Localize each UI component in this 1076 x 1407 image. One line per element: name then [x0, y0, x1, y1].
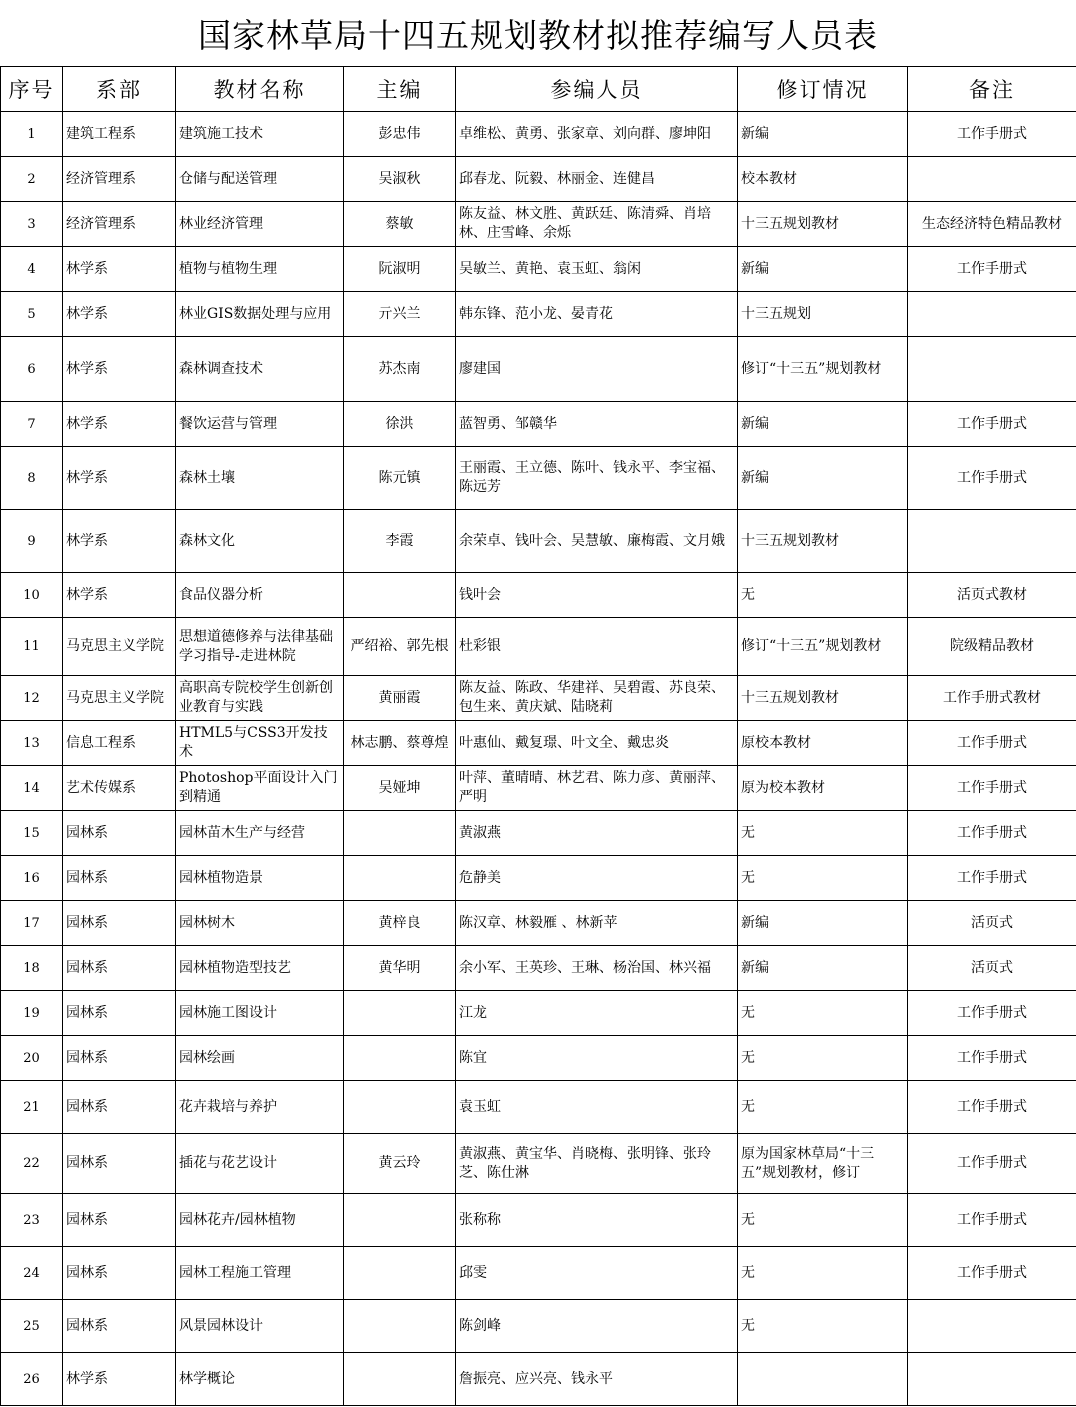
- chief-editor-cell: 李霞: [344, 510, 456, 573]
- remarks-cell: 工作手册式: [908, 991, 1076, 1036]
- revision-cell: 原为校本教材: [738, 766, 908, 811]
- remarks-cell: 工作手册式: [908, 811, 1076, 856]
- department-cell: 信息工程系: [63, 721, 176, 766]
- table-row: [1, 811, 1076, 856]
- department-cell: 园林系: [63, 1036, 176, 1081]
- row-index: 15: [1, 811, 63, 856]
- chief-editor-cell: 吴娅坤: [344, 766, 456, 811]
- department-cell: 林学系: [63, 337, 176, 402]
- table-row: [1, 1300, 1076, 1353]
- department-cell: 园林系: [63, 946, 176, 991]
- textbook-cell: 插花与花艺设计: [176, 1134, 344, 1194]
- table-row: [1, 721, 1076, 766]
- revision-cell: 十三五规划: [738, 292, 908, 337]
- chief-editor-cell: 黄梓良: [344, 901, 456, 946]
- revision-cell: 新编: [738, 112, 908, 157]
- table-row: [1, 1353, 1076, 1406]
- department-cell: 园林系: [63, 856, 176, 901]
- page-title: 国家林草局十四五规划教材拟推荐编写人员表: [198, 15, 878, 55]
- table-row: [1, 247, 1076, 292]
- textbook-cell: 园林工程施工管理: [176, 1247, 344, 1300]
- remarks-cell: 工作手册式: [908, 766, 1076, 811]
- chief-editor-cell: 徐洪: [344, 402, 456, 447]
- header-textbook: 教材名称: [176, 67, 344, 112]
- textbook-cell: 园林花卉/园林植物: [176, 1194, 344, 1247]
- remarks-cell: 工作手册式: [908, 721, 1076, 766]
- chief-editor-cell: 黄云玲: [344, 1134, 456, 1194]
- contributors-cell: 蓝智勇、邹赣华: [456, 402, 738, 447]
- table-row: [1, 1134, 1076, 1194]
- chief-editor-cell: 吴淑秋: [344, 157, 456, 202]
- contributors-cell: 陈宜: [456, 1036, 738, 1081]
- header-row: [1, 67, 1076, 112]
- contributors-cell: 詹振亮、应兴亮、钱永平: [456, 1353, 738, 1406]
- remarks-cell: [908, 510, 1076, 573]
- department-cell: 园林系: [63, 901, 176, 946]
- table-row: [1, 1194, 1076, 1247]
- chief-editor-cell: [344, 1036, 456, 1081]
- row-index: 8: [1, 447, 63, 510]
- row-index: 12: [1, 676, 63, 721]
- remarks-cell: 工作手册式: [908, 247, 1076, 292]
- textbook-cell: 园林苗木生产与经营: [176, 811, 344, 856]
- remarks-cell: 工作手册式: [908, 1081, 1076, 1134]
- department-cell: 林学系: [63, 402, 176, 447]
- textbook-cell: 林业经济管理: [176, 202, 344, 247]
- textbook-cell: 植物与植物生理: [176, 247, 344, 292]
- chief-editor-cell: 黄华明: [344, 946, 456, 991]
- textbook-cell: 思想道德修养与法律基础学习指导-走进林院: [176, 618, 344, 676]
- department-cell: 园林系: [63, 1134, 176, 1194]
- table-row: [1, 573, 1076, 618]
- chief-editor-cell: [344, 1194, 456, 1247]
- header-remarks: 备注: [908, 67, 1076, 112]
- row-index: 10: [1, 573, 63, 618]
- contributors-cell: 邱雯: [456, 1247, 738, 1300]
- textbook-cell: HTML5与CSS3开发技术: [176, 721, 344, 766]
- department-cell: 园林系: [63, 811, 176, 856]
- revision-cell: 无: [738, 856, 908, 901]
- revision-cell: 无: [738, 1247, 908, 1300]
- contributors-cell: 吴敏兰、黄艳、袁玉虹、翁闲: [456, 247, 738, 292]
- chief-editor-cell: [344, 1081, 456, 1134]
- row-index: 25: [1, 1300, 63, 1353]
- chief-editor-cell: [344, 1300, 456, 1353]
- table-row: [1, 112, 1076, 157]
- table-body: [1, 112, 1076, 1406]
- textbook-cell: 高职高专院校学生创新创业教育与实践: [176, 676, 344, 721]
- table-row: [1, 766, 1076, 811]
- department-cell: 园林系: [63, 1247, 176, 1300]
- row-index: 23: [1, 1194, 63, 1247]
- chief-editor-cell: [344, 1247, 456, 1300]
- table-row: [1, 292, 1076, 337]
- textbook-cell: 仓储与配送管理: [176, 157, 344, 202]
- remarks-cell: 活页式教材: [908, 573, 1076, 618]
- revision-cell: [738, 1353, 908, 1406]
- contributors-cell: 王丽霞、王立德、陈叶、钱永平、李宝福、陈远芳: [456, 447, 738, 510]
- contributors-cell: 江龙: [456, 991, 738, 1036]
- chief-editor-cell: 黄丽霞: [344, 676, 456, 721]
- remarks-cell: [908, 1353, 1076, 1406]
- remarks-cell: 活页式: [908, 946, 1076, 991]
- revision-cell: 十三五规划教材: [738, 510, 908, 573]
- revision-cell: 修订“十三五”规划教材: [738, 337, 908, 402]
- department-cell: 建筑工程系: [63, 112, 176, 157]
- department-cell: 园林系: [63, 1194, 176, 1247]
- remarks-cell: 工作手册式教材: [908, 676, 1076, 721]
- chief-editor-cell: 阮淑明: [344, 247, 456, 292]
- row-index: 2: [1, 157, 63, 202]
- textbook-cell: 林学概论: [176, 1353, 344, 1406]
- revision-cell: 无: [738, 1036, 908, 1081]
- revision-cell: 新编: [738, 447, 908, 510]
- table-row: [1, 856, 1076, 901]
- contributors-cell: 陈剑峰: [456, 1300, 738, 1353]
- remarks-cell: 工作手册式: [908, 402, 1076, 447]
- textbook-cell: 园林绘画: [176, 1036, 344, 1081]
- contributors-cell: 韩东锋、范小龙、晏青花: [456, 292, 738, 337]
- chief-editor-cell: 严绍裕、郭先根: [344, 618, 456, 676]
- contributors-cell: 叶萍、董晴晴、林艺君、陈力彦、黄丽萍、严明: [456, 766, 738, 811]
- contributors-cell: 袁玉虹: [456, 1081, 738, 1134]
- department-cell: 马克思主义学院: [63, 618, 176, 676]
- table-header: [1, 67, 1076, 112]
- contributors-cell: 陈汉章、林毅雁 、林新苹: [456, 901, 738, 946]
- row-index: 5: [1, 292, 63, 337]
- revision-cell: 十三五规划教材: [738, 676, 908, 721]
- revision-cell: 十三五规划教材: [738, 202, 908, 247]
- table-row: [1, 946, 1076, 991]
- remarks-cell: [908, 292, 1076, 337]
- row-index: 9: [1, 510, 63, 573]
- table-row: [1, 510, 1076, 573]
- remarks-cell: 工作手册式: [908, 1036, 1076, 1081]
- textbook-cell: 林业GIS数据处理与应用: [176, 292, 344, 337]
- textbook-cell: 园林植物造景: [176, 856, 344, 901]
- textbook-cell: 园林施工图设计: [176, 991, 344, 1036]
- contributors-cell: 邱春龙、阮毅、林丽金、连健昌: [456, 157, 738, 202]
- row-index: 4: [1, 247, 63, 292]
- revision-cell: 无: [738, 573, 908, 618]
- revision-cell: 无: [738, 1300, 908, 1353]
- remarks-cell: [908, 337, 1076, 402]
- contributors-cell: 黄淑燕、黄宝华、肖晓梅、张明锋、张玲芝、陈仕淋: [456, 1134, 738, 1194]
- remarks-cell: 工作手册式: [908, 856, 1076, 901]
- row-index: 1: [1, 112, 63, 157]
- table-row: [1, 676, 1076, 721]
- department-cell: 园林系: [63, 1300, 176, 1353]
- row-index: 17: [1, 901, 63, 946]
- contributors-cell: 危静美: [456, 856, 738, 901]
- header-index: 序号: [1, 67, 63, 112]
- textbook-cell: 森林土壤: [176, 447, 344, 510]
- chief-editor-cell: 蔡敏: [344, 202, 456, 247]
- textbook-cell: 花卉栽培与养护: [176, 1081, 344, 1134]
- row-index: 21: [1, 1081, 63, 1134]
- revision-cell: 新编: [738, 901, 908, 946]
- contributors-cell: 黄淑燕: [456, 811, 738, 856]
- chief-editor-cell: [344, 573, 456, 618]
- revision-cell: 修订“十三五”规划教材: [738, 618, 908, 676]
- chief-editor-cell: 苏杰南: [344, 337, 456, 402]
- department-cell: 林学系: [63, 247, 176, 292]
- textbook-cell: 建筑施工技术: [176, 112, 344, 157]
- row-index: 11: [1, 618, 63, 676]
- contributors-cell: 陈友益、陈政、华建祥、吴碧霞、苏良荣、包生来、黄庆斌、陆晓莉: [456, 676, 738, 721]
- textbook-cell: 园林树木: [176, 901, 344, 946]
- textbook-cell: 园林植物造型技艺: [176, 946, 344, 991]
- contributors-cell: 钱叶会: [456, 573, 738, 618]
- revision-cell: 无: [738, 811, 908, 856]
- contributors-cell: 张称称: [456, 1194, 738, 1247]
- remarks-cell: 活页式: [908, 901, 1076, 946]
- contributors-cell: 叶惠仙、戴复璟、叶文全、戴忠炎: [456, 721, 738, 766]
- table-row: [1, 1081, 1076, 1134]
- header-contributors: 参编人员: [456, 67, 738, 112]
- row-index: 3: [1, 202, 63, 247]
- department-cell: 园林系: [63, 1081, 176, 1134]
- department-cell: 经济管理系: [63, 202, 176, 247]
- chief-editor-cell: 林志鹏、蔡尊煌: [344, 721, 456, 766]
- revision-cell: 无: [738, 991, 908, 1036]
- contributors-cell: 余荣卓、钱叶会、吴慧敏、廉梅霞、文月娥: [456, 510, 738, 573]
- revision-cell: 校本教材: [738, 157, 908, 202]
- contributors-cell: 余小军、王英珍、王琳、杨治国、林兴福: [456, 946, 738, 991]
- header-revision: 修订情况: [738, 67, 908, 112]
- remarks-cell: 工作手册式: [908, 1247, 1076, 1300]
- remarks-cell: [908, 1300, 1076, 1353]
- revision-cell: 原校本教材: [738, 721, 908, 766]
- department-cell: 艺术传媒系: [63, 766, 176, 811]
- department-cell: 林学系: [63, 573, 176, 618]
- contributors-cell: 杜彩银: [456, 618, 738, 676]
- row-index: 24: [1, 1247, 63, 1300]
- textbook-cell: Photoshop平面设计入门到精通: [176, 766, 344, 811]
- table-row: [1, 337, 1076, 402]
- header-chief-editor: 主编: [344, 67, 456, 112]
- chief-editor-cell: 彭忠伟: [344, 112, 456, 157]
- chief-editor-cell: [344, 1353, 456, 1406]
- row-index: 18: [1, 946, 63, 991]
- remarks-cell: 生态经济特色精品教材: [908, 202, 1076, 247]
- department-cell: 园林系: [63, 991, 176, 1036]
- revision-cell: 新编: [738, 402, 908, 447]
- row-index: 7: [1, 402, 63, 447]
- chief-editor-cell: 陈元镇: [344, 447, 456, 510]
- chief-editor-cell: [344, 856, 456, 901]
- staff-table: [0, 66, 1076, 1406]
- contributors-cell: 卓维松、黄勇、张家章、刘向群、廖坤阳: [456, 112, 738, 157]
- textbook-cell: 森林调查技术: [176, 337, 344, 402]
- department-cell: 林学系: [63, 447, 176, 510]
- row-index: 19: [1, 991, 63, 1036]
- table-row: [1, 618, 1076, 676]
- table-row: [1, 402, 1076, 447]
- header-department: 系部: [63, 67, 176, 112]
- row-index: 16: [1, 856, 63, 901]
- department-cell: 林学系: [63, 292, 176, 337]
- revision-cell: 无: [738, 1194, 908, 1247]
- contributors-cell: 陈友益、林文胜、黄跃廷、陈清舜、肖培林、庄雪峰、余烁: [456, 202, 738, 247]
- row-index: 14: [1, 766, 63, 811]
- table-row: [1, 991, 1076, 1036]
- department-cell: 马克思主义学院: [63, 676, 176, 721]
- row-index: 6: [1, 337, 63, 402]
- table-row: [1, 447, 1076, 510]
- department-cell: 林学系: [63, 510, 176, 573]
- remarks-cell: 工作手册式: [908, 447, 1076, 510]
- remarks-cell: 院级精品教材: [908, 618, 1076, 676]
- row-index: 22: [1, 1134, 63, 1194]
- textbook-cell: 食品仪器分析: [176, 573, 344, 618]
- table-row: [1, 1036, 1076, 1081]
- textbook-cell: 森林文化: [176, 510, 344, 573]
- row-index: 20: [1, 1036, 63, 1081]
- chief-editor-cell: [344, 991, 456, 1036]
- revision-cell: 新编: [738, 946, 908, 991]
- revision-cell: 新编: [738, 247, 908, 292]
- remarks-cell: [908, 157, 1076, 202]
- department-cell: 林学系: [63, 1353, 176, 1406]
- remarks-cell: 工作手册式: [908, 112, 1076, 157]
- textbook-cell: 餐饮运营与管理: [176, 402, 344, 447]
- table-row: [1, 1247, 1076, 1300]
- row-index: 26: [1, 1353, 63, 1406]
- contributors-cell: 廖建国: [456, 337, 738, 402]
- chief-editor-cell: [344, 811, 456, 856]
- remarks-cell: 工作手册式: [908, 1134, 1076, 1194]
- table-row: [1, 202, 1076, 247]
- textbook-cell: 风景园林设计: [176, 1300, 344, 1353]
- chief-editor-cell: 亓兴兰: [344, 292, 456, 337]
- row-index: 13: [1, 721, 63, 766]
- revision-cell: 无: [738, 1081, 908, 1134]
- remarks-cell: 工作手册式: [908, 1194, 1076, 1247]
- revision-cell: 原为国家林草局“十三五”规划教材，修订: [738, 1134, 908, 1194]
- table-row: [1, 901, 1076, 946]
- department-cell: 经济管理系: [63, 157, 176, 202]
- table-row: [1, 157, 1076, 202]
